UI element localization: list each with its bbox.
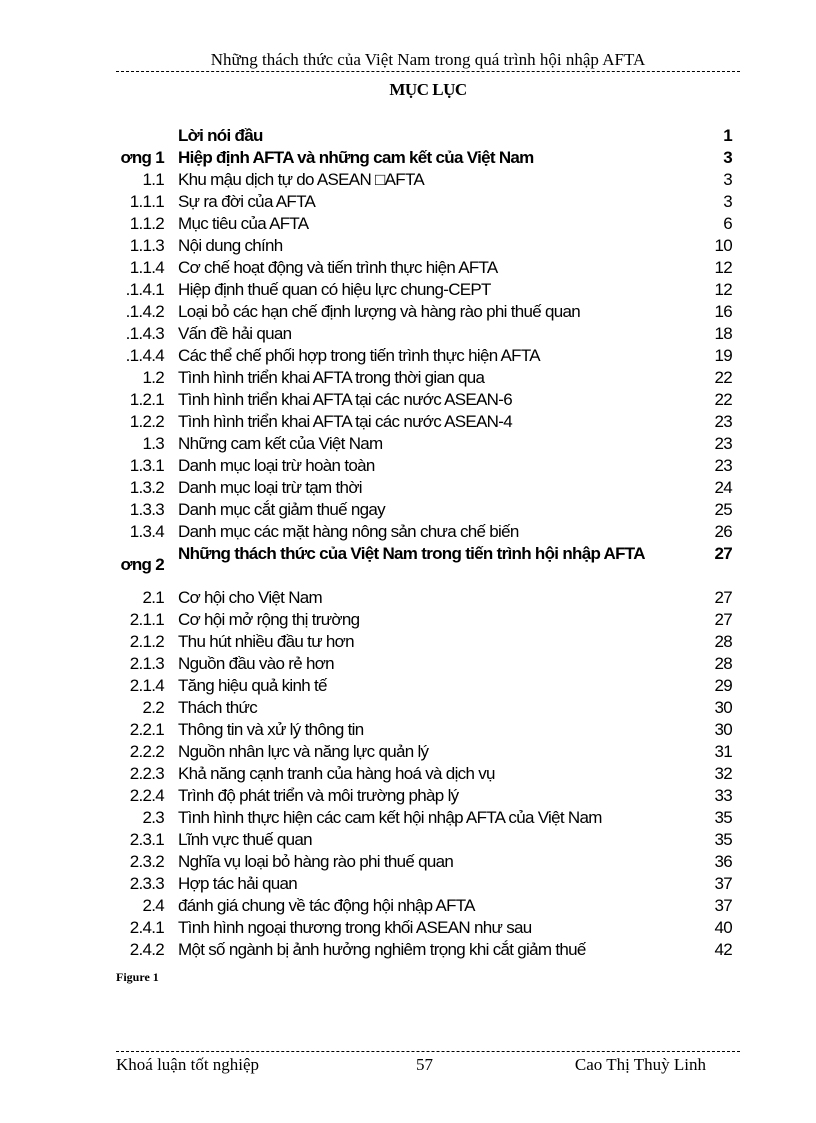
toc-entry-number: 1.3.4: [129, 522, 164, 541]
figure-label: Figure 1: [116, 970, 159, 984]
toc-entry: [0, 917, 816, 939]
toc-entry-page: 37: [714, 874, 732, 893]
toc-entry: [0, 257, 816, 279]
toc-entry-title: Lĩnh vực thuế quan: [178, 830, 312, 849]
toc-entry-page: 18: [714, 324, 732, 343]
toc-entry-page: 23: [714, 434, 732, 453]
toc-entry-number: 2.3.2: [129, 852, 164, 871]
toc-entry: [0, 389, 816, 411]
toc-entry: [0, 719, 816, 741]
toc-heading: MỤC LỤC: [389, 80, 467, 99]
toc-entry: [0, 477, 816, 499]
toc-entry-title: Khả năng cạnh tranh của hàng hoá và dịch vụ: [178, 764, 495, 783]
toc-entry-number: 1.3.3: [129, 500, 164, 519]
toc-entry-title: Khu mậu dịch tự do ASEAN □AFTA: [178, 170, 425, 189]
toc-entry-title: Cơ chế hoạt động và tiến trình thực hiện AFTA: [178, 258, 498, 277]
toc-entry-number: 1.3.1: [129, 456, 164, 475]
toc-entry: [0, 147, 816, 169]
toc-entry-page: 22: [714, 390, 732, 409]
toc-entry: [0, 191, 816, 213]
toc-entry: [0, 279, 816, 301]
toc-entry-page: 28: [714, 654, 732, 673]
toc-entry: [0, 939, 816, 961]
toc-entry-page: 27: [714, 588, 732, 607]
toc-entry: [0, 587, 816, 609]
toc-entry-title: Danh mục loại trừ tạm thời: [178, 478, 362, 497]
toc-entry: [0, 653, 816, 675]
toc-entry-title: Hiệp định AFTA và những cam kết của Việt Nam: [178, 148, 534, 167]
toc-entry-page: 12: [714, 258, 732, 277]
toc-entry: [0, 697, 816, 719]
toc-entry-number: 2.4.1: [129, 918, 164, 937]
toc-entry-number: 1.1.1: [129, 192, 164, 211]
toc-entry-page: 22: [714, 368, 732, 387]
toc-entry-title: Nguồn đầu vào rẻ hơn: [178, 654, 334, 673]
toc-entry-title: Danh mục loại trừ hoàn toàn: [178, 456, 375, 475]
toc-entry: [0, 301, 816, 323]
footer-thesis-label: Khoá luận tốt nghiệp: [116, 1055, 260, 1074]
toc-entry-number: 1.1.4: [129, 258, 164, 277]
toc-entry-page: 1: [723, 126, 732, 145]
toc-entry-number: 1.2.2: [129, 412, 164, 431]
toc-entry-title: Hợp tác hải quan: [178, 874, 298, 893]
toc-entry: [0, 323, 816, 345]
toc-entry-title: Mục tiêu của AFTA: [178, 214, 309, 233]
footer-page-number: 57: [416, 1055, 433, 1074]
toc-entry-title: Trình độ phát triển và môi trường phàp lý: [178, 786, 459, 805]
toc-entry-number: .1.4.4: [125, 346, 164, 365]
toc-entry-page: 26: [714, 522, 732, 541]
toc-entry: [0, 455, 816, 477]
toc-entry-page: 35: [714, 808, 732, 827]
toc-entry-number: .1.4.1: [125, 280, 164, 299]
toc-entry-page: 10: [714, 236, 732, 255]
toc-entry-page: 40: [714, 918, 732, 937]
toc-entry-title: Tình hình thực hiện các cam kết hội nhập AFTA của Việt Nam: [178, 808, 602, 827]
toc-entry-title: Những thách thức của Việt Nam trong tiến trình hội nhập AFTA: [178, 544, 645, 563]
toc-entry: [0, 125, 816, 147]
toc-entry: [0, 763, 816, 785]
toc-entry-page: 27: [714, 610, 732, 629]
toc-entry-title: Loại bỏ các hạn chế định lượng và hàng rào phi thuế quan: [178, 302, 581, 321]
table-of-contents: [0, 125, 816, 961]
toc-entry-number: 2.1.3: [129, 654, 164, 673]
toc-entry: [0, 675, 816, 697]
toc-entry-number: 2.1.2: [129, 632, 164, 651]
toc-entry: [0, 873, 816, 895]
toc-entry-title: Nguồn nhân lực và năng lực quản lý: [178, 742, 429, 761]
toc-entry-number: 1.1.3: [129, 236, 164, 255]
toc-entry: [0, 521, 816, 543]
page-footer: [116, 1055, 740, 1075]
toc-entry-page: 3: [723, 192, 732, 211]
toc-entry-number: 2.2: [142, 698, 164, 717]
toc-entry-title: Tăng hiệu quả kinh tế: [178, 676, 327, 695]
toc-entry: [0, 499, 816, 521]
toc-entry-number: .1.4.2: [125, 302, 164, 321]
toc-entry-page: 35: [714, 830, 732, 849]
toc-entry-number: 2.3: [142, 808, 164, 827]
toc-entry-title: Các thể chế phối hợp trong tiến trình thực hiện AFTA: [178, 346, 540, 365]
toc-entry-page: 3: [723, 170, 732, 189]
header-divider: [116, 71, 740, 72]
toc-entry-page: 16: [714, 302, 732, 321]
toc-entry: [0, 213, 816, 235]
toc-entry-number: .1.4.3: [125, 324, 164, 343]
toc-entry-number: 1.3: [142, 434, 164, 453]
toc-entry-page: 42: [714, 940, 732, 959]
toc-entry-number: 1.1: [142, 170, 164, 189]
toc-entry-number: 2.2.1: [129, 720, 164, 739]
toc-entry-page: 29: [714, 676, 732, 695]
toc-entry-page: 36: [714, 852, 732, 871]
footer-divider: [116, 1051, 740, 1052]
footer-author: Cao Thị Thuỳ Linh: [574, 1055, 706, 1074]
toc-entry: [0, 829, 816, 851]
toc-entry-page: 23: [714, 412, 732, 431]
toc-entry-title: Những cam kết của Việt Nam: [178, 434, 383, 453]
toc-entry: [0, 543, 816, 587]
toc-entry-number: 2.4.2: [129, 940, 164, 959]
toc-entry-number: 2.1.1: [129, 610, 164, 629]
toc-entry-page: 37: [714, 896, 732, 915]
toc-entry: [0, 895, 816, 917]
toc-entry-title: Nghĩa vụ loại bỏ hàng rào phi thuế quan: [178, 852, 454, 871]
toc-entry-title: Thu hút nhiều đầu tư hơn: [178, 632, 354, 651]
toc-entry-title: Vấn đề hải quan: [178, 324, 292, 343]
toc-entry-page: 19: [714, 346, 732, 365]
toc-entry-number: 1.2: [142, 368, 164, 387]
toc-entry: [0, 169, 816, 191]
toc-entry-number: 2.2.2: [129, 742, 164, 761]
toc-entry: [0, 631, 816, 653]
toc-entry-title: đánh giá chung về tác động hội nhập AFTA: [178, 896, 475, 915]
toc-entry-title: Thách thức: [178, 698, 258, 717]
toc-entry-title: Tình hình triển khai AFTA trong thời gian qua: [178, 368, 485, 387]
toc-entry-page: 23: [714, 456, 732, 475]
toc-entry-title: Thông tin và xử lý thông tin: [178, 720, 364, 739]
toc-entry-title: Danh mục các mặt hàng nông sản chưa chế biến: [178, 522, 519, 541]
toc-entry-title: Một số ngành bị ảnh hưởng nghiêm trọng khi cắt giảm thuế: [178, 940, 586, 959]
toc-entry-number: 1.2.1: [129, 390, 164, 409]
toc-entry: [0, 785, 816, 807]
toc-entry-number: 2.3.1: [129, 830, 164, 849]
toc-entry: [0, 741, 816, 763]
toc-entry-title: Lời nói đầu: [178, 126, 263, 145]
toc-entry-page: 28: [714, 632, 732, 651]
toc-entry-title: Tình hình triển khai AFTA tại các nước ASEAN-6: [178, 390, 512, 409]
toc-entry: [0, 807, 816, 829]
toc-entry-page: 6: [723, 214, 732, 233]
toc-entry-number: 2.1.4: [129, 676, 164, 695]
toc-entry-page: 31: [714, 742, 732, 761]
toc-entry-number: 1.1.2: [129, 214, 164, 233]
toc-entry-number: ơng 1: [120, 148, 164, 167]
toc-entry-page: 30: [714, 720, 732, 739]
toc-entry-number: 2.2.4: [129, 786, 164, 805]
toc-entry-number: 2.4: [142, 896, 164, 915]
toc-entry-page: 12: [714, 280, 732, 299]
toc-entry: [0, 411, 816, 433]
toc-entry: [0, 851, 816, 873]
toc-entry-number: 1.3.2: [129, 478, 164, 497]
toc-entry: [0, 235, 816, 257]
toc-entry-title: Nội dung chính: [178, 236, 283, 255]
toc-entry: [0, 367, 816, 389]
toc-entry-title: Sự ra đời của AFTA: [178, 192, 316, 211]
toc-entry-title: Tình hình ngoại thương trong khối ASEAN như sau: [178, 918, 532, 937]
toc-entry-number: 2.2.3: [129, 764, 164, 783]
toc-entry-page: 24: [714, 478, 732, 497]
toc-entry-title: Tình hình triển khai AFTA tại các nước ASEAN-4: [178, 412, 512, 431]
toc-entry-page: 32: [714, 764, 732, 783]
toc-entry-title: Cơ hội mở rộng thị trường: [178, 610, 360, 629]
running-header: Những thách thức của Việt Nam trong quá trình hội nhập AFTA: [210, 50, 646, 69]
toc-entry-page: 33: [714, 786, 732, 805]
toc-entry-number: ơng 2: [120, 555, 164, 574]
toc-entry-page: 27: [714, 544, 732, 563]
toc-entry-title: Cơ hội cho Việt Nam: [178, 588, 322, 607]
toc-entry-number: 2.1: [142, 588, 164, 607]
toc-entry: [0, 609, 816, 631]
toc-entry: [0, 345, 816, 367]
toc-entry-page: 25: [714, 500, 732, 519]
toc-entry-page: 30: [714, 698, 732, 717]
toc-entry-page: 3: [723, 148, 732, 167]
toc-entry-title: Danh mục cắt giảm thuế ngay: [178, 500, 385, 519]
toc-entry-number: 2.3.3: [129, 874, 164, 893]
toc-entry-title: Hiệp định thuế quan có hiệu lực chung-CEPT: [178, 280, 491, 299]
toc-entry: [0, 433, 816, 455]
